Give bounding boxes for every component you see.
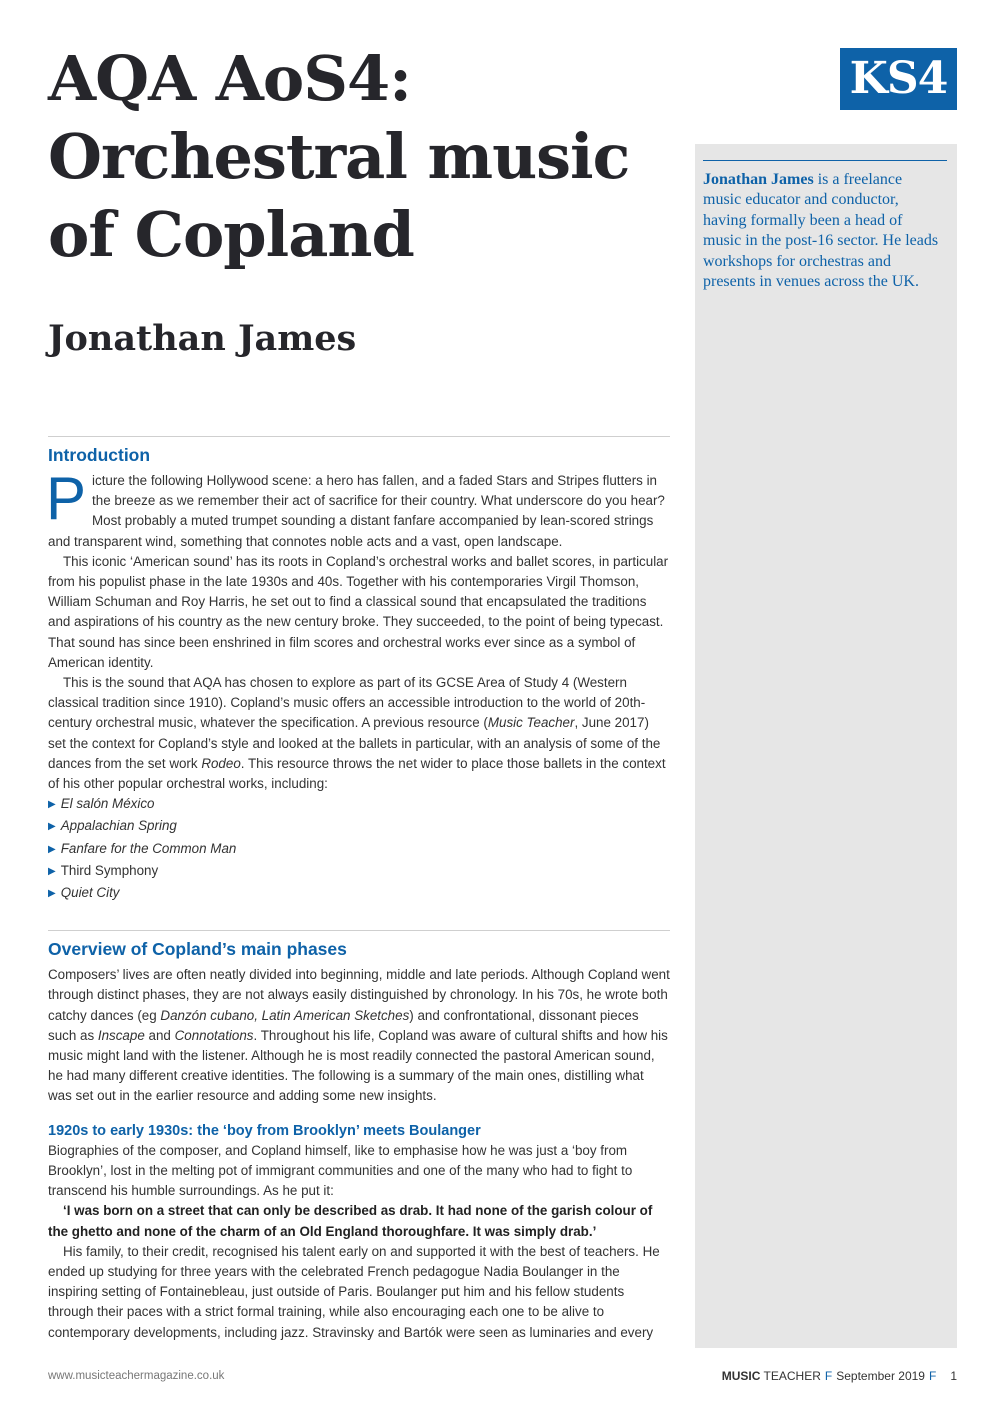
phase1-paragraph-2: His family, to their credit, recognised his talent early on and supported it with the best of teachers. He ended up studying for three years with the celebrated French pedagogue Nadia Boulanger in the inspiring setting of Fontainebleau, just outside of Paris. Boulanger put him and his fellow students through their paces with a strict formal training, while also encouraging each one to be alive to contemporary developments, including jazz. Stravinsky and Bartók were seen as luminaries and every (48, 1243, 660, 1340)
footer-separator: F (928, 1369, 937, 1383)
list-item-label: Fanfare for the Common Man (60, 840, 237, 856)
title-line-1: AQA AoS4: (48, 42, 412, 115)
phase1-heading: 1920s to early 1930s: the ‘boy from Brooklyn’ meets Boulanger (48, 1122, 481, 1139)
drop-cap: P (46, 465, 87, 532)
work-title: Rodeo (201, 755, 241, 771)
list-item (48, 883, 670, 905)
page-title (48, 40, 688, 274)
list-item (48, 839, 670, 861)
intro-paragraph-3 (48, 673, 670, 794)
magazine-name (722, 1369, 821, 1383)
sidebar-rule (703, 160, 947, 161)
list-item-label: Quiet City (60, 885, 120, 901)
list-item (48, 794, 670, 816)
overview-paragraph (48, 965, 670, 1106)
text-run: Composers’ lives are often neatly divided into beginning, middle and late periods. Although Copland went through distinct phases, they are not always easily distinguished by chronology. In his 70s, he wrote both catchy dances (eg (48, 967, 670, 1023)
section-divider (48, 930, 670, 931)
intro-paragraph-1 (46, 465, 670, 552)
page-number: 1 (950, 1369, 957, 1383)
magazine-name-bold: MUSIC (721, 1369, 761, 1383)
list-item (48, 861, 670, 883)
key-stage-badge: KS4 (840, 48, 957, 110)
intro-paragraph-1-text: icture the following Hollywood scene: a hero has fallen, and a faded Stars and Stripes flutters in the breeze as we remember their act of sacrifice for their country. What underscore do you hear? Most probably a muted trumpet sounding a distant fanfare accompanied by lean-scored strings and transparent wind, something that connotes noble acts and a vast, open landscape. (48, 473, 665, 549)
article-body (48, 436, 670, 1343)
text-run: This is the sound that AQA has chosen to explore as part of its GCSE Area of Study 4 (Western classical tradition since 1910). Copland’s music offers an accessible introduction to the world of 20th-century orchestral music, whatever the specification. A previous resource ( (48, 675, 646, 731)
work-title: Danzón cubano, Latin American Sketches (160, 1007, 410, 1023)
work-title: Connotations (174, 1027, 254, 1043)
issue-date: September 2019 (836, 1369, 925, 1383)
list-item-label: El salón México (60, 796, 155, 812)
author-name: Jonathan James (48, 318, 357, 359)
footer-website: www.musicteachermagazine.co.uk (48, 1370, 225, 1382)
list-item (48, 816, 670, 838)
introduction-heading: Introduction (48, 445, 151, 465)
author-bio (703, 170, 943, 292)
triangle-bullet-icon: ▶ (48, 843, 56, 855)
triangle-bullet-icon: ▶ (48, 865, 56, 877)
triangle-bullet-icon: ▶ (48, 888, 56, 900)
section-divider (48, 436, 670, 437)
spacer (48, 905, 670, 930)
text-run: ) and confrontational, dissonant pieces such as (48, 1007, 639, 1043)
footer-separator: F (824, 1369, 833, 1383)
footer-issue-info (722, 1369, 957, 1383)
text-run: and (144, 1027, 175, 1043)
text-run: . This resource throws the net wider to place those ballets in the context of his other popular orchestral works, including: (48, 755, 666, 792)
text-run: , June 2017) set the context for Copland’s style and looked at the ballets in particular, with an analysis of some of the dances from the set work (48, 715, 661, 771)
magazine-title: Music Teacher (487, 715, 575, 731)
triangle-bullet-icon: ▶ (48, 821, 56, 833)
works-list (48, 794, 670, 905)
bio-name: Jonathan James (703, 171, 814, 188)
list-item-label: Appalachian Spring (60, 818, 177, 834)
list-item-label: Third Symphony (60, 862, 159, 878)
phase1-paragraph-1: Biographies of the composer, and Copland himself, like to emphasise how he was just a ‘boy from Brooklyn’, lost in the melting pot of immigrant communities and one of the many who had to fight to transcend his humble surroundings. As he put it: (48, 1142, 633, 1199)
text-run: . Throughout his life, Copland was aware of cultural shifts and how his music might land with the listener. Although he is most readily connected the pastoral American sound, he had many different creative identities. The following is a summary of the main ones, distilling what was set out in the earlier resource and adding some new insights. (48, 1027, 668, 1104)
intro-paragraph-2: This iconic ‘American sound’ has its roots in Copland’s orchestral works and ballet scores, in particular from his populist phase in the late 1930s and 40s. Together with his contemporaries Virgil Thomson, William Schuman and Roy Harris, he set out to find a classical sound that encapsulated the traditions and aspirations of his country as the new century broke. They succeeded, to the point of being typecast. That sound has since been enshrined in film scores and orchestral works ever since as a symbol of American identity. (48, 553, 669, 670)
triangle-bullet-icon: ▶ (48, 799, 56, 811)
title-line-3: of Copland (48, 198, 414, 271)
title-line-2: Orchestral music (48, 120, 630, 193)
work-title: Inscape (97, 1027, 145, 1043)
bio-text: is a freelance music educator and conductor, having formally been a head of music in the post-16 sector. He leads workshops for orchestras and presents in venues across the UK. (703, 171, 939, 291)
magazine-name-rest: TEACHER (760, 1369, 821, 1383)
author-sidebar (695, 144, 957, 1348)
copland-quote: ‘I was born on a street that can only be described as drab. It had none of the garish colour of the ghetto and none of the charm of an Old England thoroughfare. It was simply drab.’ (48, 1203, 653, 1239)
overview-heading: Overview of Copland’s main phases (48, 939, 347, 960)
